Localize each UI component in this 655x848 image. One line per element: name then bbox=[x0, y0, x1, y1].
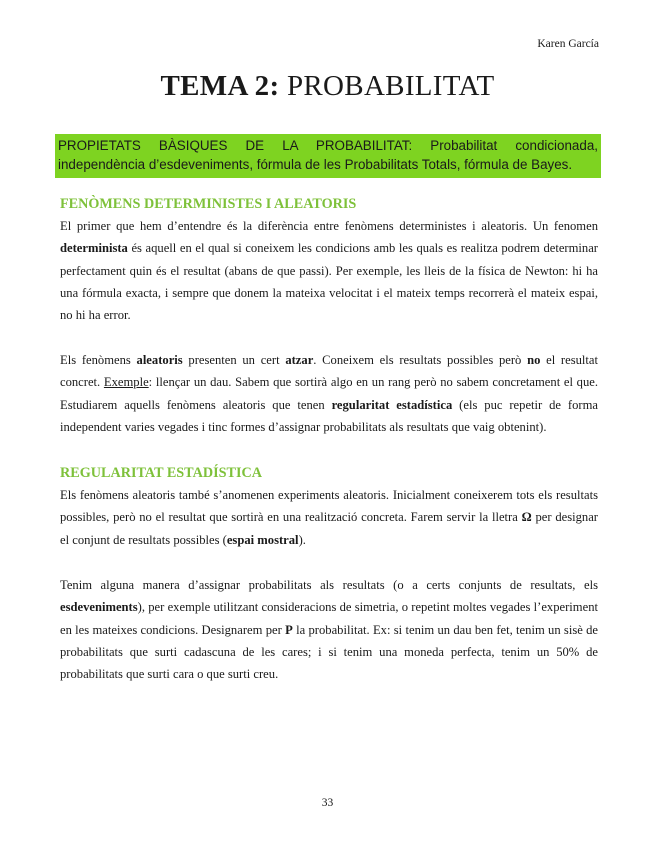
author-name: Karen García bbox=[537, 38, 599, 50]
term-regularitat-estadistica: regularitat estadística bbox=[331, 397, 453, 412]
term-atzar: atzar bbox=[285, 353, 314, 367]
paragraph-deterministes: El primer que hem d’entendre és la diferència entre fenòmens deterministes i aleatoris. Un fenomen determinista és aquell en el qual si coneixem les condicions amb les quals es realitza podrem determinar perfectament quin és el resultat (abans de que passi). Per exemple, les lleis de la física de Newton: hi ha una fórmula exacta, i sempre que donem la mateixa velocitat i el mateix temps recorrerà el mateix espai, no hi ha error. bbox=[60, 219, 598, 323]
term-no: no bbox=[527, 353, 541, 367]
term-espai-mostral: espai mostral bbox=[226, 532, 299, 547]
symbol-p: P bbox=[285, 622, 293, 637]
title-main: PROBABILITAT bbox=[286, 70, 495, 102]
symbol-omega: Ω bbox=[521, 510, 532, 525]
term-aleatoris: aleatoris bbox=[136, 353, 183, 367]
paragraph-experiments: Els fenòmens aleatoris també s’anomenen experiments aleatoris. Inicialment coneixerem tots els resultats possibles, però no el resultat que sortirà en una realització concreta. Farem servir la lletra Ω per designar el conjunt de resultats possibles (espai mostral). bbox=[60, 488, 598, 547]
paragraph-aleatoris: Els fenòmens aleatoris presenten un cert atzar. Coneixem els resultats possibles però no el resultat concret. Exemple: llençar un dau. Sabem que sortirà algo en un rang però no sabem concretament el que. Estudiarem aquells fenòmens aleatoris que tenen regularitat estadística (els puc repetir de forma independent varies vegades i tinc formes d’assignar probabilitats als resultats que vaig obtenint). bbox=[60, 353, 598, 434]
intro-highlight-box: PROPIETATS BÀSIQUES DE LA PROBABILITAT: Probabilitat condicionada, independència d’esdeveniments, fórmula de les Probabilitats Totals, fórmula de Bayes. bbox=[55, 134, 601, 178]
term-determinista: determinista bbox=[60, 241, 128, 256]
title-prefix: TEMA 2: bbox=[160, 70, 280, 102]
page-title bbox=[0, 70, 655, 103]
term-esdeveniments: esdeveniments bbox=[60, 600, 138, 615]
section-heading-deterministes: FENÒMENS DETERMINISTES I ALEATORIS bbox=[60, 196, 357, 212]
label-exemple: Exemple bbox=[103, 375, 149, 390]
paragraph-probabilitats: Tenim alguna manera d’assignar probabilitats als resultats (o a certs conjunts de resultats, els esdeveniments), per exemple utilitzant consideracions de simetria, o repetint moltes vegades l’experiment en les mateixes condicions. Designarem per P la probabilitat. Ex: si tenim un dau ben fet, tenim un sisè de probabilitats que surti cadascuna de les cares; i si tenim una moneda perfecta, tenim un 50% de probabilitats que surti cara o que surti creu. bbox=[60, 578, 599, 682]
page-number: 33 bbox=[321, 797, 334, 809]
section-heading-regularitat: REGULARITAT ESTADÍSTICA bbox=[60, 465, 262, 481]
